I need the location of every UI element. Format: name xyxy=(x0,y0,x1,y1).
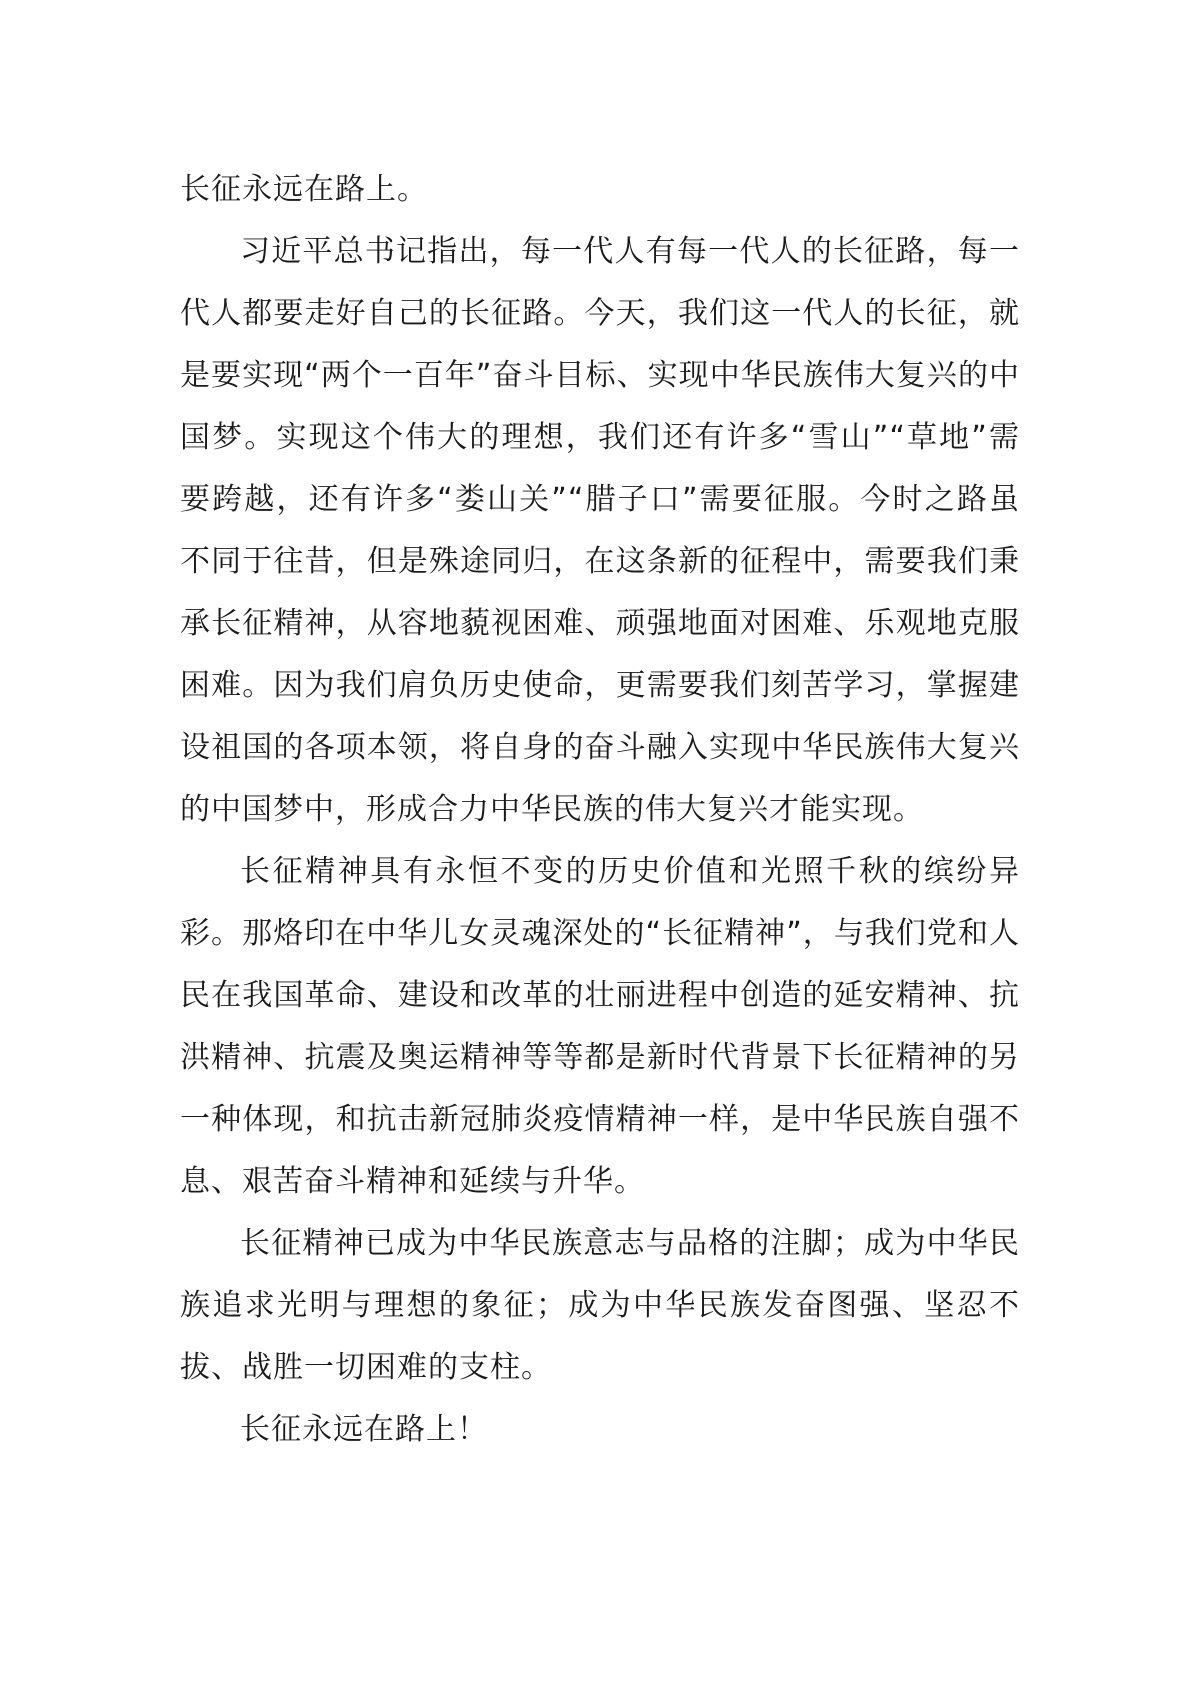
document-body xyxy=(180,159,1020,1461)
paragraph-continuation: 长征永远在路上。 xyxy=(180,172,428,207)
paragraph-long-march-spirit-value: 长征精神具有永恒不变的历史价值和光照千秋的缤纷异彩。那烙印在中华儿女灵魂深处的“长征精神”，与我们党和人民在我国革命、建设和改革的壮丽进程中创造的延安精神、抗洪精神、抗震及奥运精神等等都是新时代背景下长征精神的另一种体现，和抗击新冠肺炎疫情精神一样，是中华民族自强不息、艰苦奋斗精神和延续与升华。 xyxy=(180,854,1020,1199)
paragraph-closing: 长征永远在路上！ xyxy=(240,1412,488,1447)
paragraph-long-march-spirit-symbol: 长征精神已成为中华民族意志与品格的注脚；成为中华民族追求光明与理想的象征；成为中华民族发奋图强、坚忍不拔、战胜一切困难的支柱。 xyxy=(180,1226,1020,1385)
paragraph-long-march-road: 习近平总书记指出，每一代人有每一代人的长征路，每一代人都要走好自己的长征路。今天，我们这一代人的长征，就是要实现“两个一百年”奋斗目标、实现中华民族伟大复兴的中国梦。实现这个伟大的理想，我们还有许多“雪山”“草地”需要跨越，还有许多“娄山关”“腊子口”需要征服。今时之路虽不同于往昔，但是殊途同归，在这条新的征程中，需要我们秉承长征精神，从容地藐视困难、顽强地面对困难、乐观地克服困难。因为我们肩负历史使命，更需要我们刻苦学习，掌握建设祖国的各项本领，将自身的奋斗融入实现中华民族伟大复兴的中国梦中，形成合力中华民族的伟大复兴才能实现。 xyxy=(180,234,1020,827)
